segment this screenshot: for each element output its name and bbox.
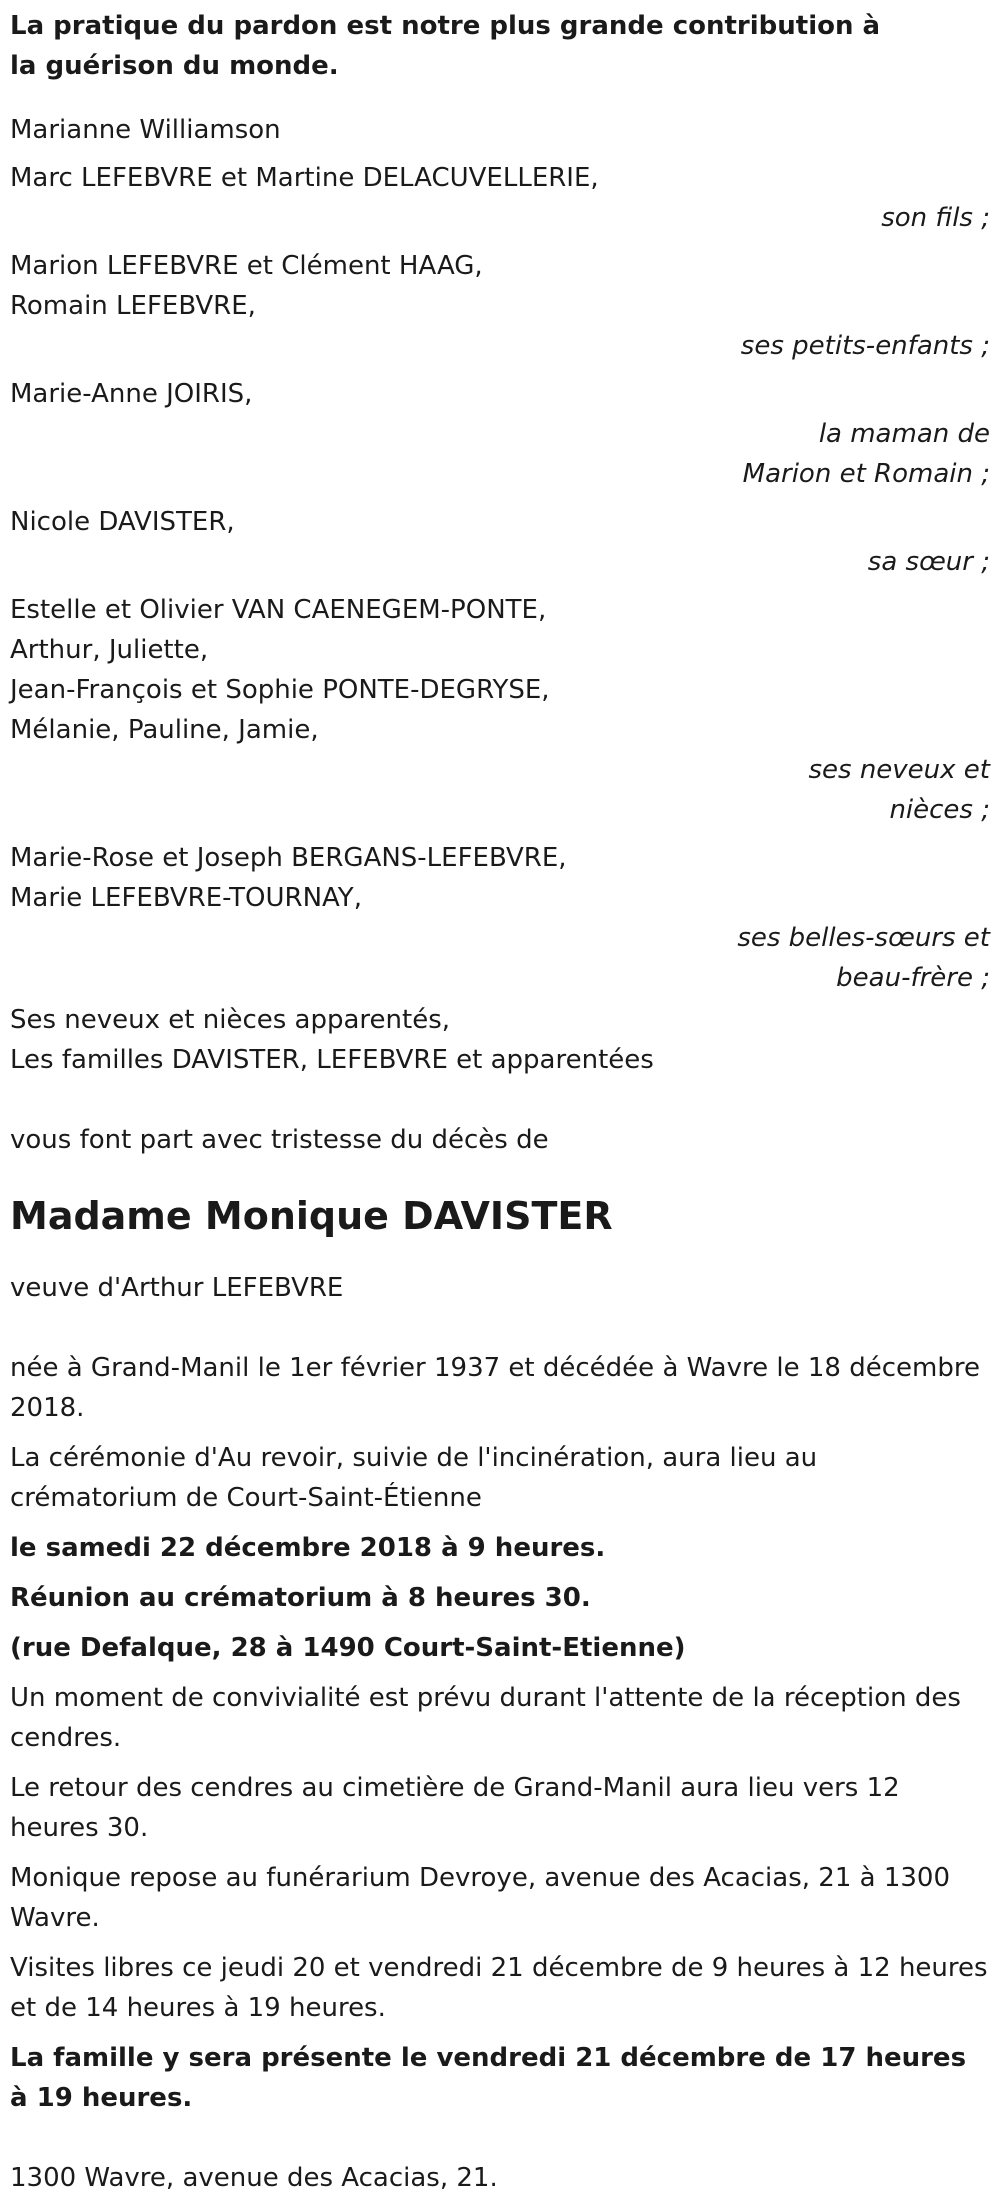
relatives-line: Ses neveux et nièces apparentés, bbox=[10, 1005, 451, 1035]
family-member-name: Arthur, Juliette, bbox=[10, 635, 209, 665]
meeting-info: Réunion au crématorium à 8 heures 30. bbox=[10, 1583, 591, 1613]
crematorium-address: (rue Defalque, 28 à 1490 Court-Saint-Etienne) bbox=[10, 1633, 686, 1663]
family-relation: la maman de bbox=[818, 419, 990, 449]
family-group bbox=[10, 246, 1000, 366]
quote-author: Marianne Williamson bbox=[10, 115, 281, 145]
birth-death: née à Grand-Manil le 1er février 1937 et décédée à Wavre le 18 décembre 2018. bbox=[10, 1353, 980, 1423]
ceremony-info: La cérémonie d'Au revoir, suivie de l'incinération, aura lieu au crématorium de Court-Saint-Étienne bbox=[10, 1443, 818, 1513]
rest-info: Monique repose au funérarium Devroye, avenue des Acacias, 21 à 1300 Wavre. bbox=[10, 1863, 950, 1933]
family-group bbox=[10, 590, 1000, 830]
family-member-name: Marie-Anne JOIRIS, bbox=[10, 379, 253, 409]
family-relation: sa sœur ; bbox=[867, 547, 990, 577]
family-member-name: Marc LEFEBVRE et Martine DELACUVELLERIE, bbox=[10, 163, 599, 193]
quote-text: La pratique du pardon est notre plus grande contribution à la guérison du monde. bbox=[10, 11, 881, 81]
widow-line: veuve d'Arthur LEFEBVRE bbox=[10, 1273, 344, 1303]
family-list bbox=[10, 158, 1000, 998]
other-relatives bbox=[10, 1000, 1000, 1080]
announcement: vous font part avec tristesse du décès de bbox=[10, 1125, 549, 1155]
family-relation: Marion et Romain ; bbox=[742, 459, 990, 489]
family-group bbox=[10, 374, 1000, 494]
ashes-info: Le retour des cendres au cimetière de Grand-Manil aura lieu vers 12 heures 30. bbox=[10, 1773, 900, 1843]
family-relation: ses neveux et bbox=[808, 755, 990, 785]
deceased-name: Madame Monique DAVISTER bbox=[10, 1194, 613, 1238]
family-member-name: Mélanie, Pauline, Jamie, bbox=[10, 715, 319, 745]
family-relation: beau-frère ; bbox=[836, 963, 990, 993]
family-member-name: Marie LEFEBVRE-TOURNAY, bbox=[10, 883, 362, 913]
ceremony-date: le samedi 22 décembre 2018 à 9 heures. bbox=[10, 1533, 606, 1563]
family-member-name: Marie-Rose et Joseph BERGANS-LEFEBVRE, bbox=[10, 843, 567, 873]
conviviality-info: Un moment de convivialité est prévu durant l'attente de la réception des cendres. bbox=[10, 1683, 961, 1753]
family-relation: ses belles-sœurs et bbox=[737, 923, 990, 953]
family-relation: ses petits-enfants ; bbox=[740, 331, 990, 361]
visits-info: Visites libres ce jeudi 20 et vendredi 21 décembre de 9 heures à 12 heures et de 14 heures à 19 heures. bbox=[10, 1953, 988, 2023]
family-member-name: Jean-François et Sophie PONTE-DEGRYSE, bbox=[10, 675, 550, 705]
family-group bbox=[10, 158, 1000, 238]
footer-address: 1300 Wavre, avenue des Acacias, 21. bbox=[10, 2163, 498, 2193]
family-relation: nièces ; bbox=[889, 795, 990, 825]
relatives-line: Les familles DAVISTER, LEFEBVRE et apparentées bbox=[10, 1045, 654, 1075]
family-member-name: Romain LEFEBVRE, bbox=[10, 291, 256, 321]
family-member-name: Nicole DAVISTER, bbox=[10, 507, 235, 537]
family-member-name: Estelle et Olivier VAN CAENEGEM-PONTE, bbox=[10, 595, 547, 625]
family-group bbox=[10, 502, 1000, 582]
family-presence: La famille y sera présente le vendredi 21 décembre de 17 heures à 19 heures. bbox=[10, 2043, 967, 2113]
family-member-name: Marion LEFEBVRE et Clément HAAG, bbox=[10, 251, 483, 281]
family-group bbox=[10, 838, 1000, 998]
family-relation: son fils ; bbox=[881, 203, 990, 233]
